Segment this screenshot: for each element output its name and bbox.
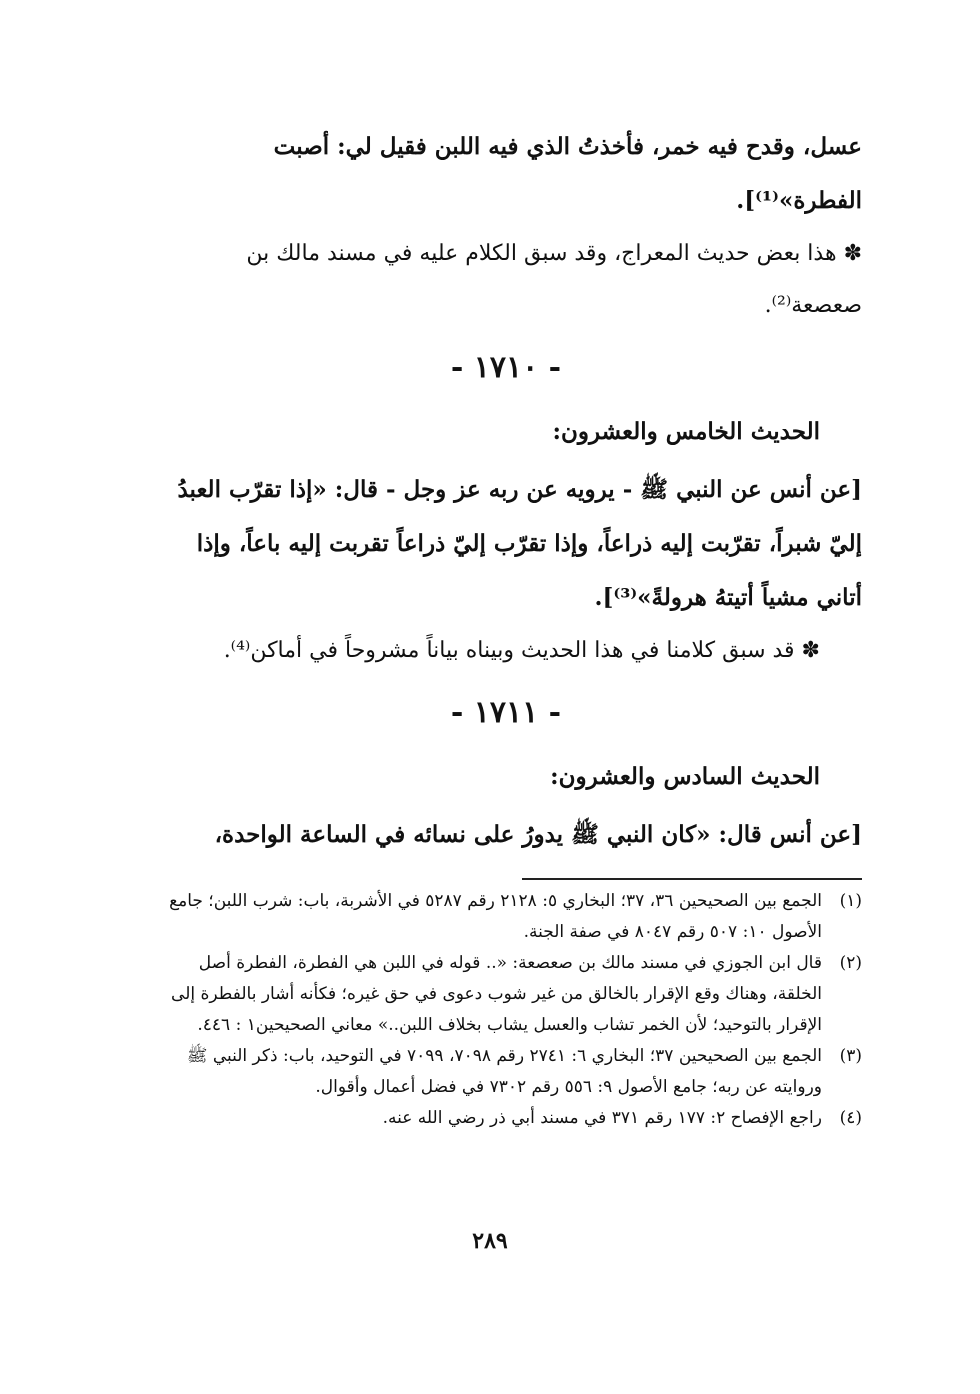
footnote-text: قال ابن الجوزي في مسند مالك بن صعصعة: «.. قوله في اللبن هي الفطرة، الفطرة أصل الخلقة، وهناك وقع الإقرار بالخالق من غير شوب دعوى في حق غيره؛ فكأنه أشار بالفطرة إلى الإقرار بالتوحيد؛ لأن الخمر تشاب والعسل يشاب بخلاف اللبن..» معاني الصحيحين١ : ٤٤٦. <box>171 953 822 1035</box>
footnote-number: (٢) <box>839 953 862 973</box>
footnote <box>150 1103 862 1134</box>
page-content <box>150 120 862 1134</box>
footnote-text: الجمع بين الصحيحين ٣٦، ٣٧؛ البخاري ٥: ٢١٢٨ رقم ٥٢٨٧ في الأشربة، باب: شرب اللبن؛ جامع الأصول ١٠: ٥٠٧ رقم ٨٠٤٧ في صفة الجنة. <box>169 891 822 942</box>
hadith-number-1710: - ١٧١٠ - <box>450 350 562 385</box>
hadith-text-1710: [عن أنس عن النبي ﷺ - يرويه عن ربه عز وجل - قال: «إذا تقرّب العبدُ إليّ شبراً، تقرّبت إليه ذراعاً، وإذا تقرّب إليّ ذراعاً تقربت إليه باعاً، وإذا أتاني مشياً أتيتهُ هرولةً»⁽³⁾]. <box>177 476 862 611</box>
chapter-heading-25: الحديث الخامس والعشرون: <box>552 418 820 445</box>
footnote-text: راجع الإفصاح ٢: ١٧٧ رقم ٣٧١ في مسند أبي ذر رضي الله عنه. <box>382 1108 822 1128</box>
commentary-paragraph-2: ✽ قد سبق كلامنا في هذا الحديث وبيناه بياناً مشروحاً في أماكن⁽⁴⁾. <box>223 638 820 663</box>
footnote-separator <box>522 878 862 880</box>
commentary-paragraph-1: ✽ هذا بعض حديث المعراج، وقد سبق الكلام عليه في مسند مالك بن صعصعة⁽²⁾. <box>246 241 862 318</box>
hadith-text-1711: [عن أنس قال: «كان النبي ﷺ يدورُ على نسائه في الساعة الواحدة، <box>214 821 862 848</box>
footnote-text: الجمع بين الصحيحين ٣٧؛ البخاري ٦: ٢٧٤١ رقم ٧٠٩٨، ٧٠٩٩ في التوحيد، باب: ذكر النبي ﷺ وروايته عن ربه؛ جامع الأصول ٩: ٥٥٦ رقم ٧٣٠٢ في فضل أعمال وأقوال. <box>186 1046 822 1097</box>
footnote-number: (٤) <box>839 1108 862 1128</box>
chapter-heading-26: الحديث السادس والعشرون: <box>550 763 820 790</box>
hadith-number-1711: - ١٧١١ - <box>450 695 562 730</box>
footnote <box>150 1041 862 1103</box>
footnote <box>150 886 862 948</box>
footnote <box>150 948 862 1041</box>
footnote-number: (٣) <box>839 1046 862 1066</box>
page-number: ٢٨٩ <box>472 1228 508 1254</box>
text-paragraph-1: عسل، وقدح فيه خمر، فأخذتُ الذي فيه اللبن فقيل لي: أصبت الفطرة»⁽¹⁾]. <box>273 133 862 214</box>
footnote-number: (١) <box>839 891 862 911</box>
